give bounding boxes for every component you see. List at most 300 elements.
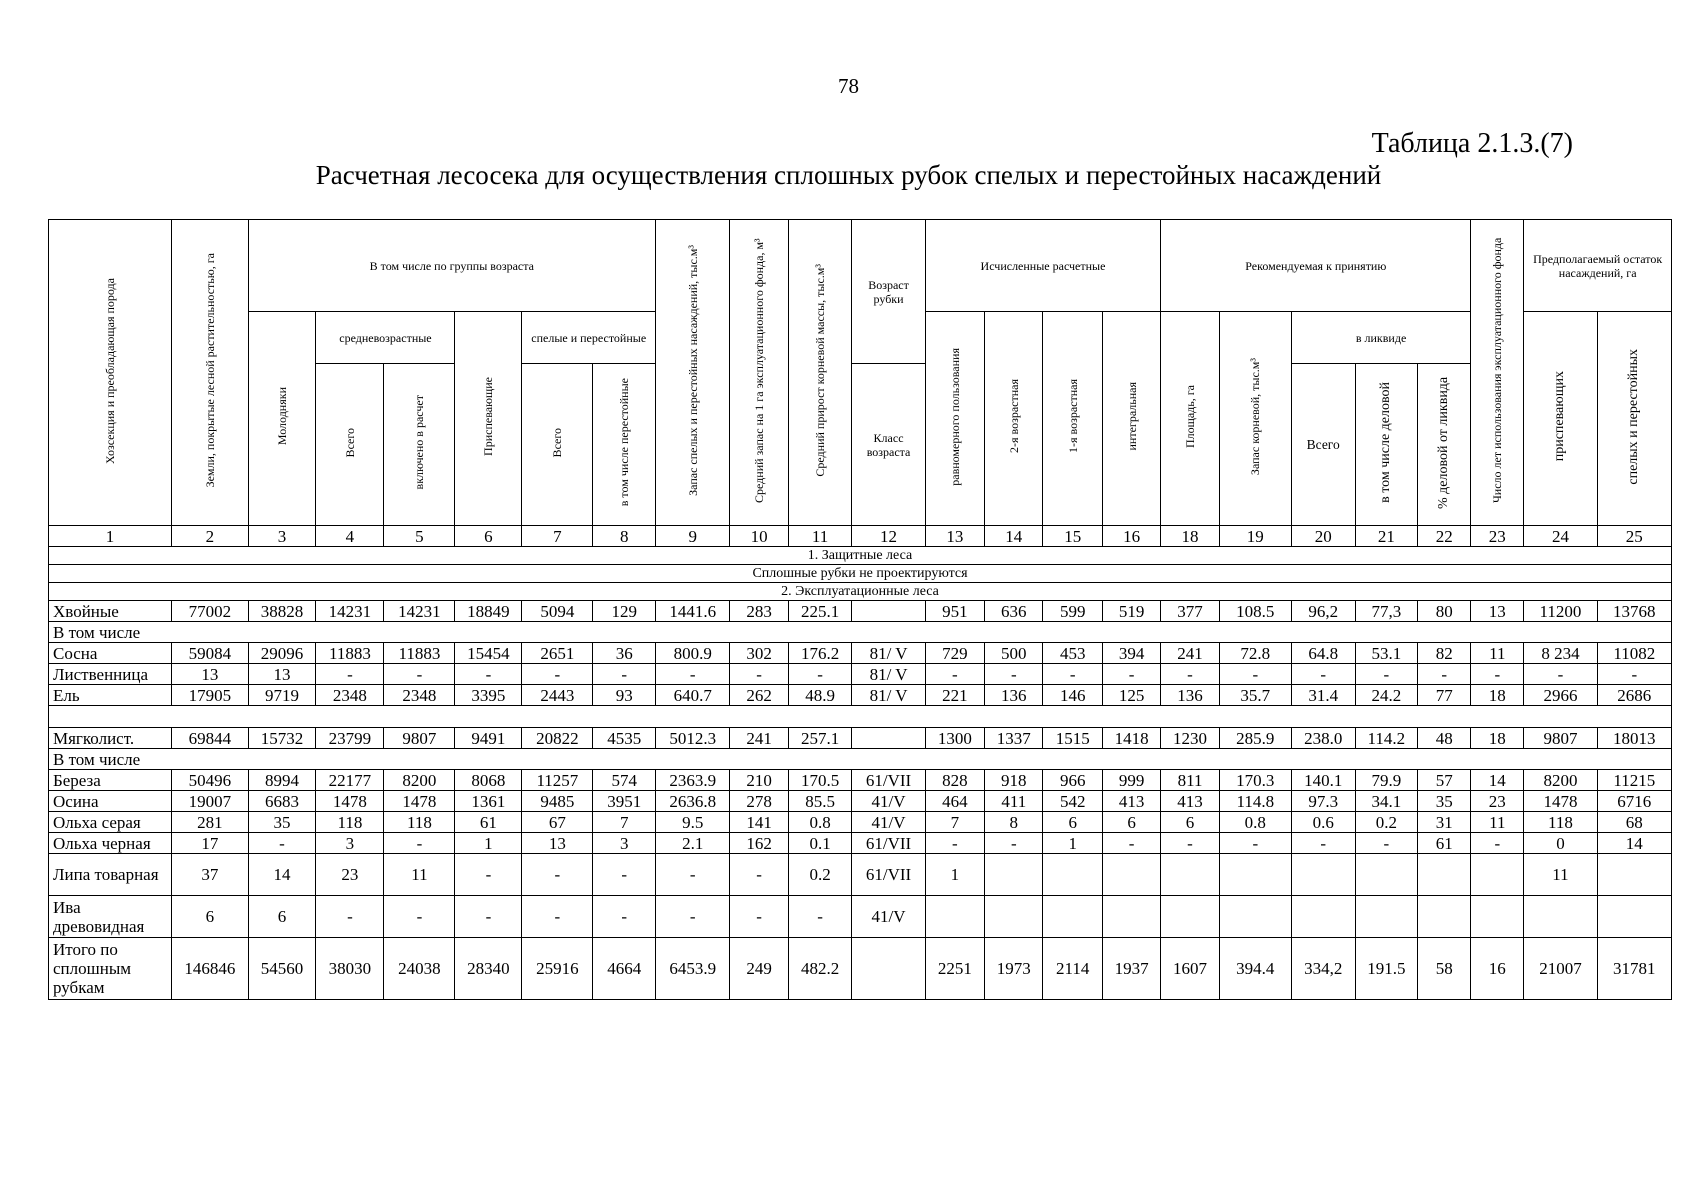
data-cell: 9807 xyxy=(1524,728,1597,749)
data-cell: 22177 xyxy=(316,770,384,791)
header-c6: Приспевающие xyxy=(455,312,522,526)
column-number: 23 xyxy=(1471,526,1524,547)
data-cell: 2348 xyxy=(316,685,384,706)
data-cell: 18 xyxy=(1471,685,1524,706)
data-cell: - xyxy=(522,664,593,685)
column-number: 15 xyxy=(1043,526,1102,547)
header-c15: 1-я возрастная xyxy=(1043,312,1102,526)
data-cell: 11 xyxy=(1471,643,1524,664)
header-cutting-age: Возраст рубки xyxy=(852,220,925,364)
data-cell: 61/VII xyxy=(852,770,925,791)
header-c3: Молодняки xyxy=(248,312,316,526)
data-cell: 93 xyxy=(593,685,656,706)
data-cell: 413 xyxy=(1102,791,1160,812)
data-cell: 81/ V xyxy=(852,685,925,706)
data-cell: - xyxy=(1291,664,1355,685)
data-cell: 191.5 xyxy=(1355,938,1418,1000)
data-cell: 118 xyxy=(1524,812,1597,833)
data-cell: 24.2 xyxy=(1355,685,1418,706)
data-cell: 1937 xyxy=(1102,938,1160,1000)
column-number: 6 xyxy=(455,526,522,547)
data-cell: - xyxy=(593,664,656,685)
data-cell: 500 xyxy=(985,643,1043,664)
data-cell: 34.1 xyxy=(1355,791,1418,812)
data-cell: 48 xyxy=(1418,728,1471,749)
data-cell: 302 xyxy=(730,643,788,664)
data-cell: 249 xyxy=(730,938,788,1000)
header-c23: Число лет использования эксплуатационного фонда xyxy=(1471,220,1524,526)
data-cell: 61 xyxy=(1418,833,1471,854)
data-cell: - xyxy=(925,833,984,854)
data-cell: 170.5 xyxy=(788,770,852,791)
row-label: Ель xyxy=(49,685,172,706)
data-cell: - xyxy=(1219,664,1291,685)
column-number: 13 xyxy=(925,526,984,547)
data-cell: 0.1 xyxy=(788,833,852,854)
data-cell: 77 xyxy=(1418,685,1471,706)
data-cell: 377 xyxy=(1161,601,1219,622)
data-cell xyxy=(1471,896,1524,938)
data-cell: - xyxy=(384,896,455,938)
header-calculated: Исчисленные расчетные xyxy=(925,220,1161,312)
data-cell: 394 xyxy=(1102,643,1160,664)
data-cell: 283 xyxy=(730,601,788,622)
header-c4: Всего xyxy=(316,364,384,526)
column-number: 25 xyxy=(1597,526,1671,547)
column-number: 3 xyxy=(248,526,316,547)
data-cell: 125 xyxy=(1102,685,1160,706)
data-cell: - xyxy=(1355,664,1418,685)
section-protective: 1. Защитные леса xyxy=(49,547,1672,565)
header-c11: Средний прирост корневой массы, тыс.м³ xyxy=(788,220,852,526)
data-cell: 6 xyxy=(1043,812,1102,833)
data-cell xyxy=(852,728,925,749)
data-cell: - xyxy=(455,664,522,685)
section-row xyxy=(49,583,1672,601)
data-cell: 16 xyxy=(1471,938,1524,1000)
data-cell: 41/V xyxy=(852,812,925,833)
data-cell: 96,2 xyxy=(1291,601,1355,622)
row-label: Итого по сплошным рубкам xyxy=(49,938,172,1000)
data-cell: 257.1 xyxy=(788,728,852,749)
data-cell: 9485 xyxy=(522,791,593,812)
row-label: Ольха серая xyxy=(49,812,172,833)
data-cell: 69844 xyxy=(172,728,248,749)
data-cell: 6683 xyxy=(248,791,316,812)
data-cell: 2651 xyxy=(522,643,593,664)
data-cell xyxy=(1043,854,1102,896)
data-cell xyxy=(1355,896,1418,938)
data-cell: 210 xyxy=(730,770,788,791)
data-cell: 0.2 xyxy=(1355,812,1418,833)
data-cell: 1478 xyxy=(1524,791,1597,812)
column-number: 24 xyxy=(1524,526,1597,547)
data-cell: 828 xyxy=(925,770,984,791)
column-number: 21 xyxy=(1355,526,1418,547)
table-row-khvoinye xyxy=(49,601,1672,622)
data-cell: 11257 xyxy=(522,770,593,791)
section-row xyxy=(49,565,1672,583)
data-cell: 2686 xyxy=(1597,685,1671,706)
data-cell: 146846 xyxy=(172,938,248,1000)
data-cell: 8200 xyxy=(384,770,455,791)
data-cell: 50496 xyxy=(172,770,248,791)
table-row-listvennitsa xyxy=(49,664,1672,685)
data-cell: 599 xyxy=(1043,601,1102,622)
data-cell: - xyxy=(730,896,788,938)
column-number: 2 xyxy=(172,526,248,547)
data-cell: 0.6 xyxy=(1291,812,1355,833)
data-cell: 262 xyxy=(730,685,788,706)
header-recommended: Рекомендуемая к принятию xyxy=(1161,220,1471,312)
data-cell: 11883 xyxy=(316,643,384,664)
data-cell: 1418 xyxy=(1102,728,1160,749)
data-cell: 81/ V xyxy=(852,643,925,664)
data-cell: 951 xyxy=(925,601,984,622)
row-label: Хвойные xyxy=(49,601,172,622)
data-cell: 17905 xyxy=(172,685,248,706)
data-cell: 0.2 xyxy=(788,854,852,896)
data-cell: 129 xyxy=(593,601,656,622)
data-cell: 108.5 xyxy=(1219,601,1291,622)
column-number: 9 xyxy=(656,526,730,547)
data-cell: - xyxy=(730,664,788,685)
table-number: Таблица 2.1.3.(7) xyxy=(1371,128,1573,159)
data-cell: 136 xyxy=(985,685,1043,706)
data-cell: - xyxy=(1291,833,1355,854)
data-cell: 411 xyxy=(985,791,1043,812)
data-cell: 11200 xyxy=(1524,601,1597,622)
data-cell: - xyxy=(925,664,984,685)
data-cell: 13 xyxy=(172,664,248,685)
forest-cutting-table xyxy=(48,219,1672,1000)
header-c12: Класс возраста xyxy=(852,364,925,526)
data-cell: 636 xyxy=(985,601,1043,622)
data-cell: 118 xyxy=(316,812,384,833)
data-cell: 59084 xyxy=(172,643,248,664)
data-cell: 3 xyxy=(593,833,656,854)
data-cell xyxy=(1219,896,1291,938)
table-row-iva xyxy=(49,896,1672,938)
data-cell: - xyxy=(522,854,593,896)
data-cell: 1441.6 xyxy=(656,601,730,622)
data-cell: 23 xyxy=(1471,791,1524,812)
data-cell: 114.8 xyxy=(1219,791,1291,812)
data-cell xyxy=(1102,896,1160,938)
data-cell: - xyxy=(1355,833,1418,854)
data-cell xyxy=(1161,854,1219,896)
header-c21: в том числе деловой xyxy=(1355,364,1418,526)
data-cell: 38828 xyxy=(248,601,316,622)
data-cell: 13 xyxy=(1471,601,1524,622)
data-cell: 574 xyxy=(593,770,656,791)
row-label: Осина xyxy=(49,791,172,812)
data-cell: 11883 xyxy=(384,643,455,664)
data-cell: 15454 xyxy=(455,643,522,664)
data-cell: 58 xyxy=(1418,938,1471,1000)
column-number: 10 xyxy=(730,526,788,547)
column-number: 8 xyxy=(593,526,656,547)
subheader-label: В том числе xyxy=(49,749,1672,770)
data-cell: - xyxy=(656,664,730,685)
data-cell: 20822 xyxy=(522,728,593,749)
data-cell: 221 xyxy=(925,685,984,706)
data-cell: 6 xyxy=(248,896,316,938)
column-number: 22 xyxy=(1418,526,1471,547)
data-cell: - xyxy=(1524,664,1597,685)
data-cell: - xyxy=(1043,664,1102,685)
data-cell: 2.1 xyxy=(656,833,730,854)
data-cell: - xyxy=(1219,833,1291,854)
table-row-lipa xyxy=(49,854,1672,896)
data-cell: 9.5 xyxy=(656,812,730,833)
data-cell: 4664 xyxy=(593,938,656,1000)
data-cell: 141 xyxy=(730,812,788,833)
data-cell: 241 xyxy=(1161,643,1219,664)
data-cell: 31.4 xyxy=(1291,685,1355,706)
data-cell: 11215 xyxy=(1597,770,1671,791)
data-cell: 225.1 xyxy=(788,601,852,622)
row-label: Сосна xyxy=(49,643,172,664)
column-number: 4 xyxy=(316,526,384,547)
header-c5: включено в расчет xyxy=(384,364,455,526)
header-mature: спелые и перестойные xyxy=(522,312,656,364)
data-cell: - xyxy=(1418,664,1471,685)
header-c10: Средний запас на 1 га эксплуатационного фонда, м³ xyxy=(730,220,788,526)
data-cell xyxy=(925,896,984,938)
data-cell: 41/V xyxy=(852,791,925,812)
data-cell: - xyxy=(455,896,522,938)
data-cell: 57 xyxy=(1418,770,1471,791)
data-cell xyxy=(1043,896,1102,938)
data-cell: - xyxy=(1161,664,1219,685)
data-cell: 9491 xyxy=(455,728,522,749)
data-cell: 176.2 xyxy=(788,643,852,664)
data-cell: 23 xyxy=(316,854,384,896)
data-cell: 9807 xyxy=(384,728,455,749)
data-cell: 18 xyxy=(1471,728,1524,749)
data-cell: 1 xyxy=(455,833,522,854)
data-cell xyxy=(1161,896,1219,938)
data-cell: 6 xyxy=(172,896,248,938)
data-cell: 5012.3 xyxy=(656,728,730,749)
header-age-groups: В том числе по группы возраста xyxy=(248,220,656,312)
data-cell: 394.4 xyxy=(1219,938,1291,1000)
header-c16: интегральная xyxy=(1102,312,1160,526)
data-cell: 31781 xyxy=(1597,938,1671,1000)
data-cell xyxy=(1471,854,1524,896)
data-cell: 72.8 xyxy=(1219,643,1291,664)
data-cell: 170.3 xyxy=(1219,770,1291,791)
data-cell: 4535 xyxy=(593,728,656,749)
data-cell: 1361 xyxy=(455,791,522,812)
data-cell: 6716 xyxy=(1597,791,1671,812)
data-cell: 9719 xyxy=(248,685,316,706)
data-cell xyxy=(985,896,1043,938)
header-middle-aged: средневозрастные xyxy=(316,312,455,364)
data-cell: 31 xyxy=(1418,812,1471,833)
data-cell: 999 xyxy=(1102,770,1160,791)
data-cell: 281 xyxy=(172,812,248,833)
data-cell: 966 xyxy=(1043,770,1102,791)
column-number: 19 xyxy=(1219,526,1291,547)
data-cell: 54560 xyxy=(248,938,316,1000)
data-cell: 453 xyxy=(1043,643,1102,664)
data-cell: 23799 xyxy=(316,728,384,749)
data-cell: - xyxy=(384,664,455,685)
data-cell: 482.2 xyxy=(788,938,852,1000)
data-cell: 811 xyxy=(1161,770,1219,791)
table-row-bereza xyxy=(49,770,1672,791)
data-cell: - xyxy=(985,833,1043,854)
data-cell: 1300 xyxy=(925,728,984,749)
table-row-olkha-seraya xyxy=(49,812,1672,833)
header-c20: Всего xyxy=(1291,364,1355,526)
data-cell: 2966 xyxy=(1524,685,1597,706)
data-cell xyxy=(1418,854,1471,896)
data-cell: 79.9 xyxy=(1355,770,1418,791)
data-cell: 140.1 xyxy=(1291,770,1355,791)
data-cell: - xyxy=(1597,664,1671,685)
data-cell: - xyxy=(1471,664,1524,685)
data-cell: 729 xyxy=(925,643,984,664)
data-cell: 82 xyxy=(1418,643,1471,664)
data-cell: 6453.9 xyxy=(656,938,730,1000)
header-c7: Всего xyxy=(522,364,593,526)
data-cell: 61/VII xyxy=(852,854,925,896)
data-cell: 25916 xyxy=(522,938,593,1000)
data-cell: 0.8 xyxy=(788,812,852,833)
header-liquid: в ликвиде xyxy=(1291,312,1470,364)
data-cell: 24038 xyxy=(384,938,455,1000)
row-label: Липа товарная xyxy=(49,854,172,896)
data-cell: 800.9 xyxy=(656,643,730,664)
column-number: 12 xyxy=(852,526,925,547)
data-cell: 2114 xyxy=(1043,938,1102,1000)
header-remainder: Предполагаемый остаток насаждений, га xyxy=(1524,220,1672,312)
table-row-spacer xyxy=(49,706,1672,728)
data-cell xyxy=(1291,854,1355,896)
column-number: 14 xyxy=(985,526,1043,547)
data-cell: 114.2 xyxy=(1355,728,1418,749)
data-cell: 21007 xyxy=(1524,938,1597,1000)
data-cell: - xyxy=(788,664,852,685)
data-cell: 53.1 xyxy=(1355,643,1418,664)
data-cell: 7 xyxy=(593,812,656,833)
data-cell: 519 xyxy=(1102,601,1160,622)
data-cell: - xyxy=(316,896,384,938)
header-c2: Земли, покрытые лесной растительностью, га xyxy=(172,220,248,526)
data-cell: 2443 xyxy=(522,685,593,706)
data-cell: 77002 xyxy=(172,601,248,622)
data-cell: 413 xyxy=(1161,791,1219,812)
data-cell: 8 xyxy=(985,812,1043,833)
data-cell: 3 xyxy=(316,833,384,854)
data-cell: - xyxy=(1161,833,1219,854)
data-cell: 2636.8 xyxy=(656,791,730,812)
data-cell: 1337 xyxy=(985,728,1043,749)
table-row-myagkolist xyxy=(49,728,1672,749)
data-cell: 13 xyxy=(522,833,593,854)
data-cell: 8200 xyxy=(1524,770,1597,791)
data-cell: - xyxy=(656,854,730,896)
row-label: Лиственница xyxy=(49,664,172,685)
data-cell: 77,3 xyxy=(1355,601,1418,622)
column-number: 7 xyxy=(522,526,593,547)
data-cell: 1 xyxy=(925,854,984,896)
data-cell: 35 xyxy=(1418,791,1471,812)
data-cell: 64.8 xyxy=(1291,643,1355,664)
data-cell: 80 xyxy=(1418,601,1471,622)
data-cell: 11 xyxy=(1471,812,1524,833)
data-cell: 6 xyxy=(1102,812,1160,833)
header-c8: в том числе перестойные xyxy=(593,364,656,526)
data-cell: - xyxy=(788,896,852,938)
data-cell: 61 xyxy=(455,812,522,833)
row-label: Береза xyxy=(49,770,172,791)
data-cell xyxy=(1597,896,1671,938)
data-cell: 15732 xyxy=(248,728,316,749)
data-cell: 8 234 xyxy=(1524,643,1597,664)
data-cell: 48.9 xyxy=(788,685,852,706)
spacer-cell xyxy=(49,706,1672,728)
data-cell: 29096 xyxy=(248,643,316,664)
data-cell: 14 xyxy=(1471,770,1524,791)
data-cell: 162 xyxy=(730,833,788,854)
section-exploitation: 2. Эксплуатационные леса xyxy=(49,583,1672,601)
data-cell: 0 xyxy=(1524,833,1597,854)
data-cell: - xyxy=(593,854,656,896)
column-number: 5 xyxy=(384,526,455,547)
data-cell xyxy=(1355,854,1418,896)
data-cell: 97.3 xyxy=(1291,791,1355,812)
page-number: 78 xyxy=(838,74,859,98)
header-c14: 2-я возрастная xyxy=(985,312,1043,526)
data-cell: 1515 xyxy=(1043,728,1102,749)
column-number: 1 xyxy=(49,526,172,547)
data-cell: 640.7 xyxy=(656,685,730,706)
data-cell: 37 xyxy=(172,854,248,896)
header-c24: приспевающих xyxy=(1524,312,1597,526)
data-cell: 1607 xyxy=(1161,938,1219,1000)
data-cell: 118 xyxy=(384,812,455,833)
header-row-1 xyxy=(49,220,1672,312)
data-cell: 13 xyxy=(248,664,316,685)
data-cell: - xyxy=(1471,833,1524,854)
data-cell: 136 xyxy=(1161,685,1219,706)
data-cell: 0.8 xyxy=(1219,812,1291,833)
data-cell: 918 xyxy=(985,770,1043,791)
data-cell: - xyxy=(985,664,1043,685)
data-cell: 61/VII xyxy=(852,833,925,854)
data-cell: - xyxy=(455,854,522,896)
data-cell: 1973 xyxy=(985,938,1043,1000)
column-number: 11 xyxy=(788,526,852,547)
data-cell: 7 xyxy=(925,812,984,833)
data-cell: 278 xyxy=(730,791,788,812)
data-cell xyxy=(1418,896,1471,938)
data-cell: - xyxy=(1102,664,1160,685)
data-cell: 2348 xyxy=(384,685,455,706)
data-cell xyxy=(1291,896,1355,938)
data-cell: 35.7 xyxy=(1219,685,1291,706)
data-cell: 334,2 xyxy=(1291,938,1355,1000)
table-title: Расчетная лесосека для осуществления сплошных рубок спелых и перестойных насаждений xyxy=(315,160,1382,190)
data-cell: 38030 xyxy=(316,938,384,1000)
data-cell xyxy=(1597,854,1671,896)
data-cell: 542 xyxy=(1043,791,1102,812)
data-cell: 238.0 xyxy=(1291,728,1355,749)
